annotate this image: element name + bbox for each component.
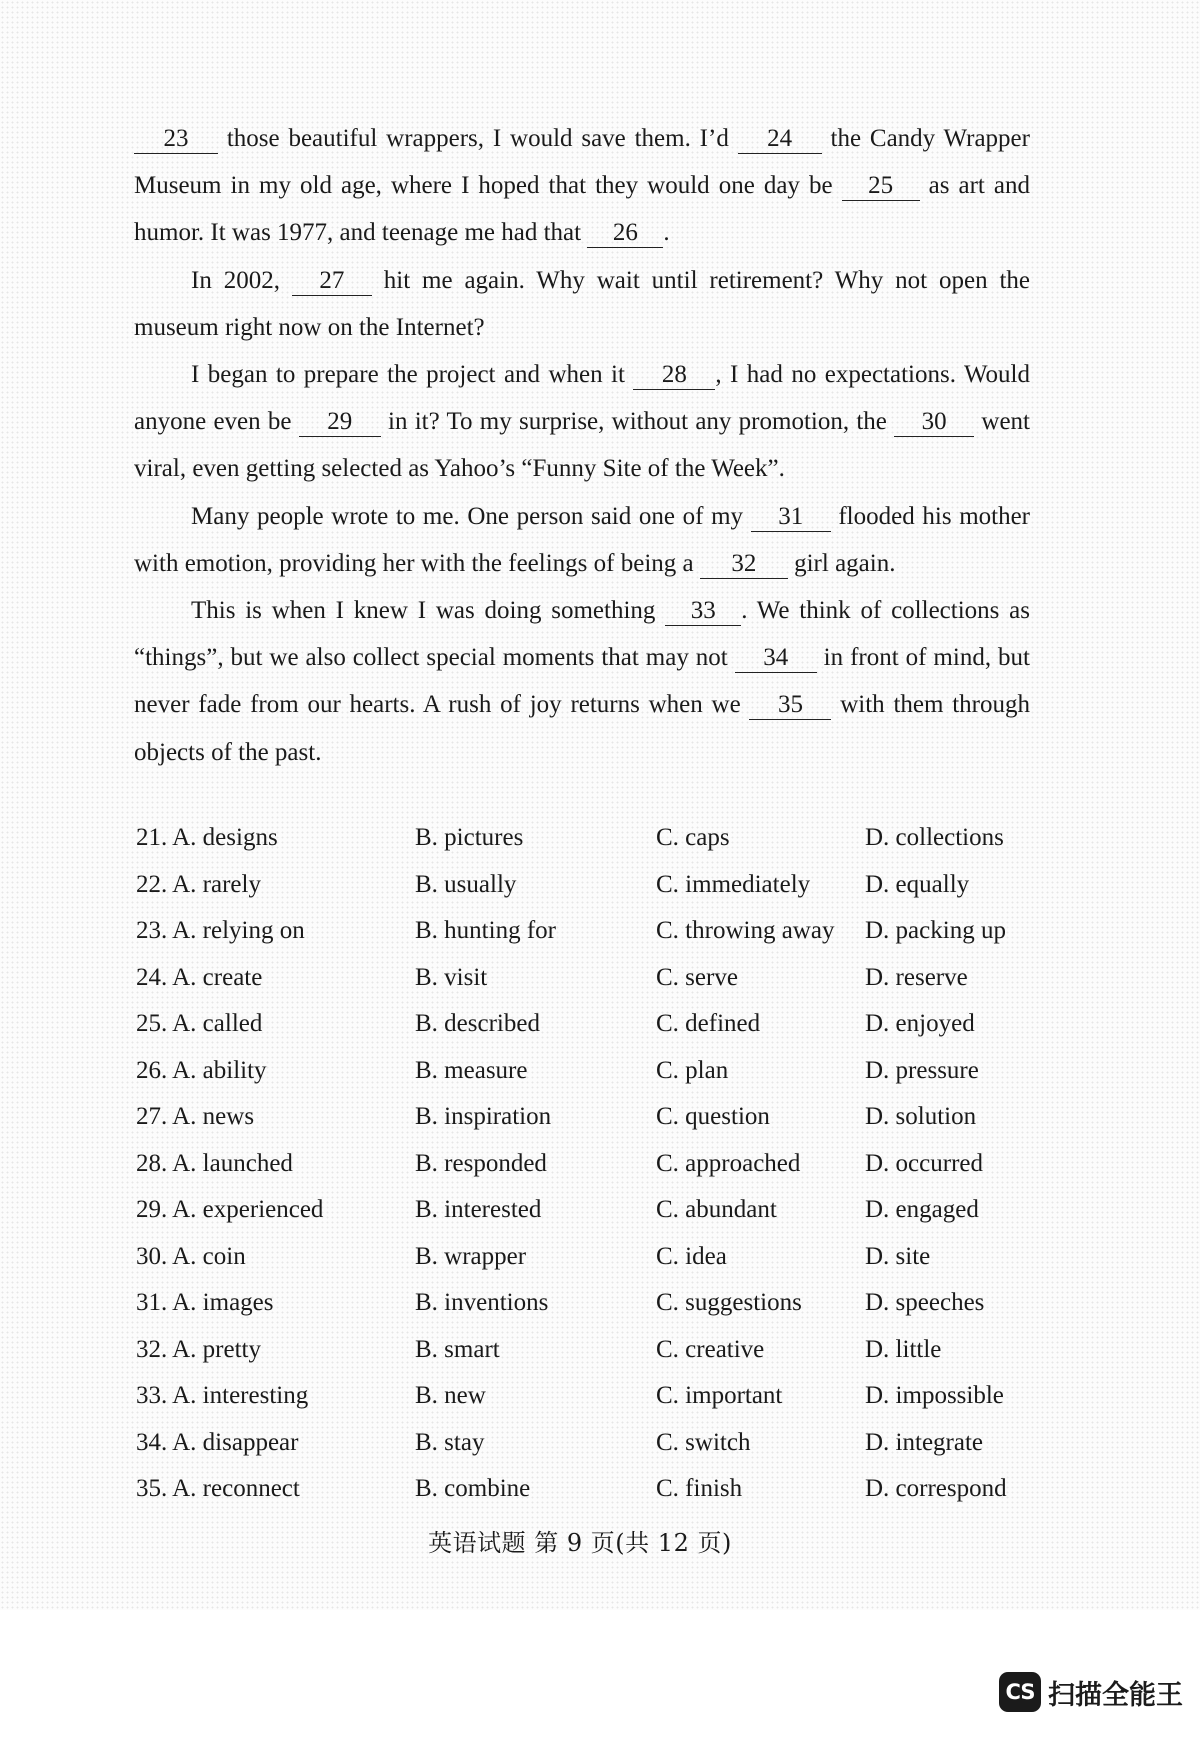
option-32-a: 32. A. pretty: [136, 1335, 261, 1363]
cloze-passage: [134, 115, 1030, 776]
option-30-c: C. idea: [656, 1242, 727, 1270]
passage-paragraph-4: Many people wrote to me. One person said one of my 31 flooded his mother with emotion, providing her with the feelings of being a 32 girl again.: [134, 502, 1031, 577]
option-31-c: C. suggestions: [656, 1289, 802, 1316]
option-row-21: [136, 815, 1036, 862]
option-33-b: B. new: [415, 1382, 486, 1409]
option-30-d: D. site: [865, 1242, 931, 1270]
blank-35: 35: [749, 691, 831, 720]
passage-paragraph-1: 23 those beautiful wrappers, I would save them. I’d 24 the Candy Wrapper Museum in my old age, where I hoped that they would one day be 25 as art and humor. It was 1977, and teenage me had that 26 .: [134, 125, 1030, 247]
option-row-35: [136, 1466, 1036, 1513]
option-row-27: [136, 1094, 1036, 1141]
camscanner-watermark: [999, 1671, 1183, 1713]
option-31-a: 31. A. images: [136, 1289, 274, 1316]
page-footer: 英语试题 第 9 页(共 12 页): [428, 1529, 732, 1557]
option-row-28: [136, 1141, 1036, 1188]
blank-31: 31: [751, 503, 831, 532]
option-26-b: B. measure: [415, 1056, 528, 1084]
passage-paragraph-5: This is when I knew I was doing something 33 . We think of collections as “things”, but we also collect special moments that may not 34 in front of mind, but never fade from our hearts. A rush of joy returns when we 35 with them through objects of the past.: [134, 597, 1030, 766]
option-27-a: 27. A. news: [136, 1103, 255, 1130]
option-25-c: C. defined: [656, 1010, 761, 1037]
option-24-c: C. serve: [656, 963, 738, 991]
blank-30: 30: [894, 408, 974, 437]
passage-paragraph-3: I began to prepare the project and when it 28 , I had no expectations. Would anyone even be 29 in it? To my surprise, without any promotion, the 30 went viral, even getting selected as Yahoo’s “Funny Site of the Week”.: [134, 361, 1030, 483]
option-21-c: C. caps: [656, 824, 730, 851]
option-28-c: C. approached: [656, 1149, 801, 1177]
option-27-c: C. question: [656, 1103, 770, 1130]
option-25-b: B. described: [415, 1010, 540, 1037]
option-23-b: B. hunting for: [415, 917, 556, 944]
blank-33: 33: [665, 597, 741, 626]
option-28-d: D. occurred: [865, 1149, 983, 1177]
option-28-a: 28. A. launched: [136, 1149, 293, 1177]
option-row-23: [136, 908, 1036, 955]
option-35-c: C. finish: [656, 1475, 743, 1502]
option-22-a: 22. A. rarely: [136, 870, 261, 898]
blank-26: 26: [587, 219, 663, 248]
blank-27: 27: [292, 267, 372, 296]
blank-23: 23: [134, 125, 218, 154]
option-24-d: D. reserve: [865, 963, 968, 991]
option-24-b: B. visit: [415, 963, 488, 991]
option-34-a: 34. A. disappear: [136, 1428, 299, 1456]
blank-34: 34: [735, 644, 817, 673]
option-row-31: [136, 1280, 1036, 1327]
option-33-c: C. important: [656, 1382, 783, 1409]
blank-24: 24: [738, 125, 822, 154]
camscanner-text: 扫描全能王: [1048, 1679, 1183, 1711]
option-25-d: D. enjoyed: [865, 1010, 975, 1037]
option-21-b: B. pictures: [415, 824, 524, 851]
option-31-b: B. inventions: [415, 1289, 549, 1316]
option-32-b: B. smart: [415, 1335, 500, 1363]
blank-25: 25: [842, 172, 920, 201]
option-30-a: 30. A. coin: [136, 1242, 246, 1270]
option-25-a: 25. A. called: [136, 1010, 263, 1037]
option-29-b: B. interested: [415, 1196, 542, 1223]
option-22-d: D. equally: [865, 870, 970, 898]
option-35-b: B. combine: [415, 1475, 531, 1502]
camscanner-logo-icon: CS: [999, 1672, 1041, 1712]
option-32-d: D. little: [865, 1335, 942, 1363]
option-24-a: 24. A. create: [136, 963, 263, 991]
option-29-d: D. engaged: [865, 1196, 979, 1223]
blank-28: 28: [633, 361, 715, 390]
option-21-a: 21. A. designs: [136, 824, 278, 851]
option-27-b: B. inspiration: [415, 1103, 552, 1130]
blank-32: 32: [700, 550, 788, 579]
option-row-29: [136, 1187, 1036, 1234]
option-row-34: [136, 1420, 1036, 1467]
option-23-c: C. throwing away: [656, 917, 835, 944]
option-row-33: [136, 1373, 1036, 1420]
option-26-a: 26. A. ability: [136, 1056, 267, 1084]
option-34-b: B. stay: [415, 1428, 485, 1456]
option-34-c: C. switch: [656, 1428, 751, 1456]
option-row-25: [136, 1001, 1036, 1048]
option-21-d: D. collections: [865, 824, 1004, 851]
option-33-d: D. impossible: [865, 1382, 1004, 1409]
option-26-c: C. plan: [656, 1056, 729, 1084]
option-row-22: [136, 862, 1036, 909]
option-row-26: [136, 1048, 1036, 1095]
option-27-d: D. solution: [865, 1103, 977, 1130]
option-35-a: 35. A. reconnect: [136, 1475, 300, 1502]
option-31-d: D. speeches: [865, 1289, 985, 1316]
option-row-30: [136, 1234, 1036, 1281]
answer-options: [136, 815, 1036, 1513]
passage-paragraph-2: In 2002, 27 hit me again. Why wait until retirement? Why not open the museum right now on the Internet?: [134, 266, 1030, 341]
option-22-b: B. usually: [415, 870, 517, 898]
option-23-d: D. packing up: [865, 917, 1006, 944]
option-35-d: D. correspond: [865, 1475, 1007, 1502]
option-30-b: B. wrapper: [415, 1242, 527, 1270]
blank-29: 29: [299, 408, 381, 437]
option-29-a: 29. A. experienced: [136, 1196, 324, 1223]
option-28-b: B. responded: [415, 1149, 547, 1177]
option-row-24: [136, 955, 1036, 1002]
option-23-a: 23. A. relying on: [136, 917, 305, 944]
option-row-32: [136, 1327, 1036, 1374]
option-32-c: C. creative: [656, 1335, 765, 1363]
option-22-c: C. immediately: [656, 870, 811, 898]
option-34-d: D. integrate: [865, 1428, 984, 1456]
option-26-d: D. pressure: [865, 1056, 979, 1084]
option-29-c: C. abundant: [656, 1196, 777, 1223]
option-33-a: 33. A. interesting: [136, 1382, 309, 1409]
